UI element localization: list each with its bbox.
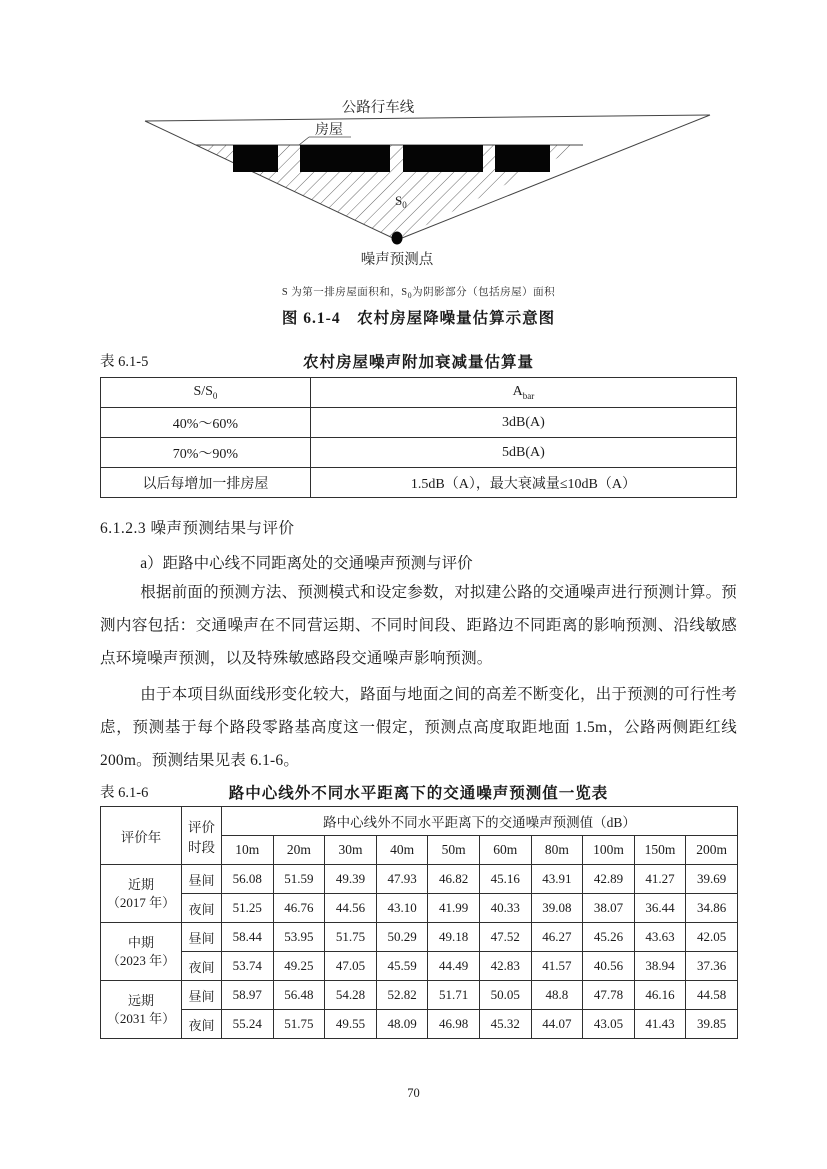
house-label: 房屋 [315, 123, 343, 138]
cell: 5dB(A) [310, 438, 736, 468]
cell: 47.78 [583, 981, 635, 1010]
cell: 51.75 [325, 923, 377, 952]
cell: 45.59 [376, 952, 428, 981]
cell: 41.27 [634, 865, 686, 894]
cell: 47.52 [479, 923, 531, 952]
road-label: 公路行车线 [341, 100, 415, 116]
cell: 46.76 [273, 894, 325, 923]
cell: 49.39 [325, 865, 377, 894]
cell: 38.94 [634, 952, 686, 981]
figure-note-part1: S 为第一排房屋面积和，S [281, 287, 408, 298]
cell: 41.57 [531, 952, 583, 981]
noise-reduction-diagram [143, 88, 737, 278]
cell: 50.29 [376, 923, 428, 952]
cell: 1.5dB（A），最大衰减量≤10dB（A） [310, 468, 736, 498]
cell: 46.98 [428, 1010, 480, 1039]
paragraph-2: 由于本项目纵面线形变化较大，路面与地面之间的高差不断变化，出于预测的可行性考虑，预测基于每个路段零路基高度这一假定，预测点高度取距地面 1.5m，公路两侧距红线 200m。预测结果见表 6.1-6。 [100, 686, 737, 770]
table-row [101, 408, 737, 438]
cell: 49.55 [325, 1010, 377, 1039]
cell: 36.44 [634, 894, 686, 923]
period-cell: 夜间 [182, 894, 222, 923]
year-cell [101, 923, 182, 981]
cell: 40.56 [583, 952, 635, 981]
year-cell [101, 865, 182, 923]
header-period-l2: 时段 [188, 839, 215, 855]
table-header-row [101, 807, 738, 836]
cell: 51.59 [273, 865, 325, 894]
cell: 56.08 [222, 865, 274, 894]
cell: 54.28 [325, 981, 377, 1010]
house-label-leader [299, 137, 309, 145]
header-span: 路中心线外不同水平距离下的交通噪声预测值（dB） [222, 807, 738, 836]
table5-label: 表 6.1-5 [100, 354, 149, 371]
paragraph-1: 根据前面的预测方法、预测模式和设定参数，对拟建公路的交通噪声进行预测计算。预测内容包括：交通噪声在不同营运期、不同时间段、距路边不同距离的影响预测、沿线敏感点环境噪声预测，以及特殊敏感路段交通噪声影响预测。 [100, 584, 737, 668]
cell: 56.48 [273, 981, 325, 1010]
cell: 以后每增加一排房屋 [101, 468, 311, 498]
table-row [101, 438, 737, 468]
list-item-a: a）距路中心线不同距离处的交通噪声预测与评价 [140, 555, 473, 573]
cell: 43.05 [583, 1010, 635, 1039]
cell: 43.10 [376, 894, 428, 923]
table-row [101, 378, 737, 408]
table5-title: 农村房屋噪声附加衰减量估算量 [302, 354, 534, 372]
house-block-2 [300, 145, 390, 172]
table5-title-row [100, 350, 737, 371]
cell: 34.86 [686, 894, 738, 923]
header-distance: 150m [634, 836, 686, 865]
header-period-l1: 评价 [188, 819, 215, 835]
table6-label: 表 6.1-6 [100, 785, 149, 802]
cell: 37.36 [686, 952, 738, 981]
cell: 53.74 [222, 952, 274, 981]
cell: 70%～90% [101, 438, 311, 468]
cell: 42.05 [686, 923, 738, 952]
year-line1: 近期 [127, 877, 154, 893]
figure-caption: 图 6.1-4 农村房屋降噪量估算示意图 [281, 310, 556, 328]
cell: 48.09 [376, 1010, 428, 1039]
cell: 41.99 [428, 894, 480, 923]
figure-note-sub: 0 [407, 291, 413, 301]
header-distance: 20m [273, 836, 325, 865]
period-cell: 夜间 [182, 1010, 222, 1039]
table-row [101, 468, 737, 498]
noise-prediction-table [100, 806, 738, 1039]
header-distance: 100m [583, 836, 635, 865]
table-row [101, 894, 738, 923]
page-number: 70 [407, 1086, 420, 1100]
year-line1: 远期 [127, 993, 154, 1009]
header-distance: 40m [376, 836, 428, 865]
header-distance: 60m [479, 836, 531, 865]
cell: 44.49 [428, 952, 480, 981]
cell: 46.27 [531, 923, 583, 952]
cell: 42.89 [583, 865, 635, 894]
cell: 58.97 [222, 981, 274, 1010]
period-cell: 夜间 [182, 952, 222, 981]
cell: 43.63 [634, 923, 686, 952]
cell: 43.91 [531, 865, 583, 894]
header-abar [310, 378, 736, 408]
cell: 41.43 [634, 1010, 686, 1039]
cell: 40%～60% [101, 408, 311, 438]
prediction-point-dot [392, 232, 403, 245]
header-period [182, 807, 222, 865]
cell: 53.95 [273, 923, 325, 952]
cell: 44.58 [686, 981, 738, 1010]
table-row [101, 923, 738, 952]
table6-title-row [100, 781, 737, 802]
prediction-point-label: 噪声预测点 [360, 252, 434, 268]
year-line1: 中期 [127, 935, 154, 951]
cell: 39.85 [686, 1010, 738, 1039]
cell: 55.24 [222, 1010, 274, 1039]
header-distance: 10m [222, 836, 274, 865]
cell: 49.18 [428, 923, 480, 952]
road-line [145, 115, 710, 121]
header-distance: 50m [428, 836, 480, 865]
table-row [101, 865, 738, 894]
cell: 48.8 [531, 981, 583, 1010]
cell: 52.82 [376, 981, 428, 1010]
ratio-base: S/S [193, 384, 213, 400]
cell: 46.82 [428, 865, 480, 894]
header-distance: 30m [325, 836, 377, 865]
attenuation-table [100, 377, 737, 498]
house-block-1 [233, 145, 278, 172]
cell: 45.26 [583, 923, 635, 952]
header-distance: 200m [686, 836, 738, 865]
period-cell: 昼间 [182, 865, 222, 894]
cell: 51.71 [428, 981, 480, 1010]
ratio-sub: 0 [212, 390, 218, 401]
period-cell: 昼间 [182, 923, 222, 952]
s0-base: S [395, 193, 403, 208]
cell: 47.93 [376, 865, 428, 894]
house-block-4 [495, 145, 550, 172]
cell: 38.07 [583, 894, 635, 923]
cell: 46.16 [634, 981, 686, 1010]
house-block-3 [403, 145, 483, 172]
cell: 51.25 [222, 894, 274, 923]
year-line2: （2023 年） [106, 952, 176, 968]
table-row [101, 952, 738, 981]
cell: 58.44 [222, 923, 274, 952]
cell: 3dB(A) [310, 408, 736, 438]
cell: 45.16 [479, 865, 531, 894]
abar-sub: bar [522, 390, 535, 401]
figure-note [100, 284, 737, 300]
s0-sub: 0 [402, 200, 407, 210]
figure-note-part2: 为阴影部分（包括房屋）面积 [412, 287, 556, 298]
cell: 45.32 [479, 1010, 531, 1039]
header-distance: 80m [531, 836, 583, 865]
cell: 44.07 [531, 1010, 583, 1039]
cell: 40.33 [479, 894, 531, 923]
cell: 47.05 [325, 952, 377, 981]
cell: 50.05 [479, 981, 531, 1010]
diagram-svg [143, 88, 715, 278]
cell: 39.08 [531, 894, 583, 923]
period-cell: 昼间 [182, 981, 222, 1010]
header-year: 评价年 [101, 807, 182, 865]
table-row [101, 1010, 738, 1039]
year-cell [101, 981, 182, 1039]
cell: 42.83 [479, 952, 531, 981]
table6-title: 路中心线外不同水平距离下的交通噪声预测值一览表 [228, 785, 609, 803]
cell: 39.69 [686, 865, 738, 894]
cell: 51.75 [273, 1010, 325, 1039]
year-line2: （2031 年） [106, 1010, 176, 1026]
year-line2: （2017 年） [106, 894, 176, 910]
cell: 49.25 [273, 952, 325, 981]
abar-base: A [512, 384, 523, 400]
header-ratio [101, 378, 311, 408]
section-heading: 6.1.2.3 噪声预测结果与评价 [100, 520, 295, 538]
cell: 44.56 [325, 894, 377, 923]
table-row [101, 981, 738, 1010]
